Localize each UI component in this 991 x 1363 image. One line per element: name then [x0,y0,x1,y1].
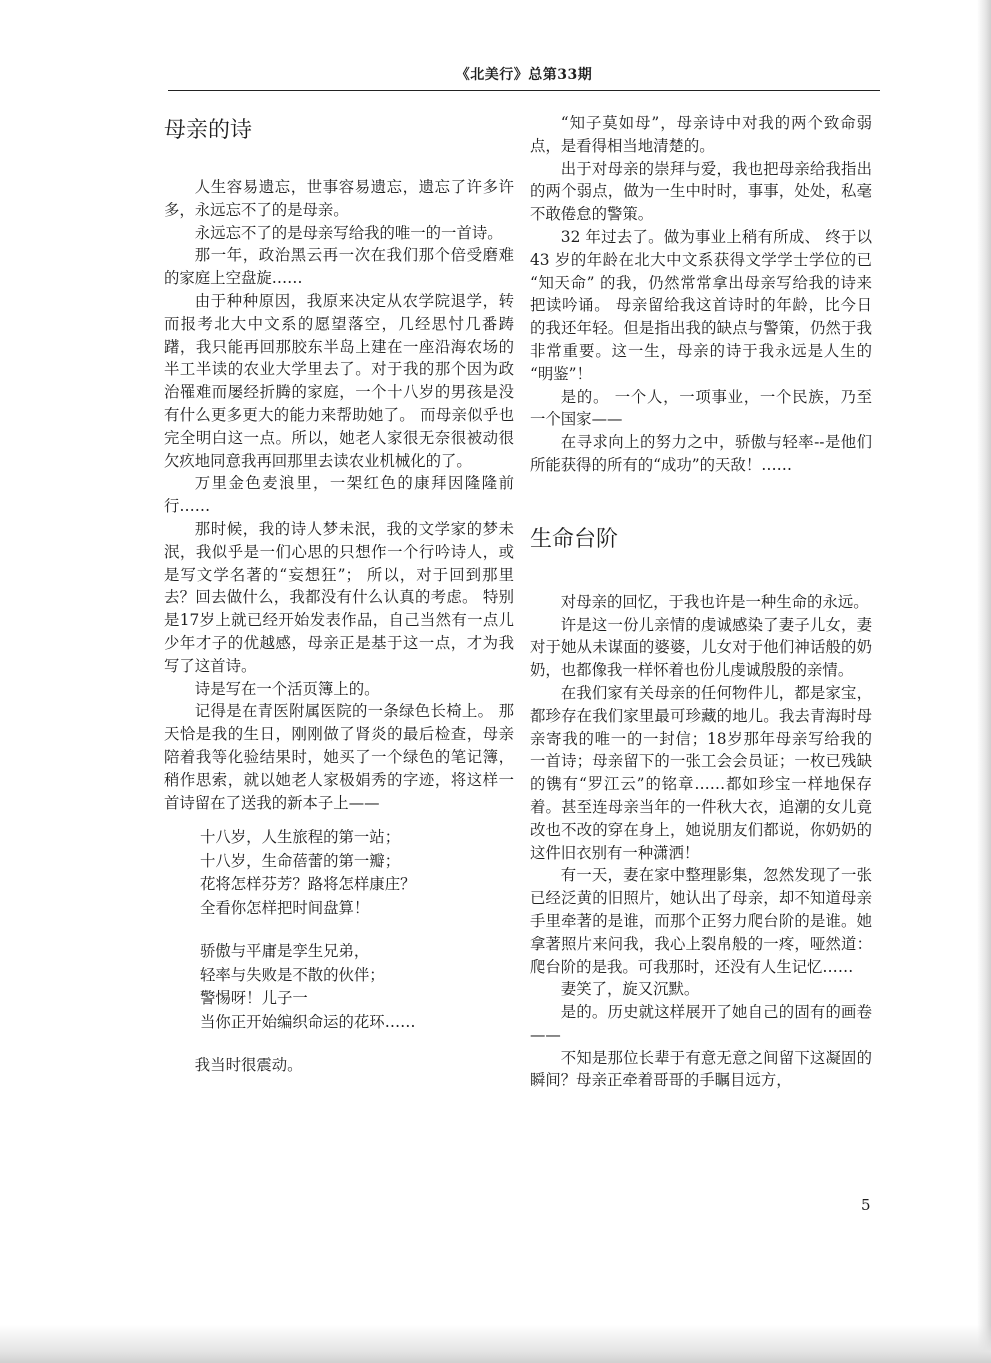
poem-line: 轻率与失败是不散的伙伴； [200,965,385,984]
scan-edge-bottom [0,1325,991,1363]
paragraph: 万里金色麦浪里，一架红色的康拜因隆隆前行…… [164,474,514,516]
poem-line: 十八岁，生命蓓蕾的第一瓣； [200,851,401,870]
poem-line: 警惕呀！儿子一 [200,989,308,1008]
paragraph: 记得是在青医附属医院的一条绿色长椅上。 那天恰是我的生日，刚刚做了肾炎的最后检查，母亲陪着我等化验结果时，她买了一个绿色的笔记簿，稍作思索，就以她老人家极娟秀的字迹，将这样一首诗留在了送我的新本子上—— [164,702,514,812]
paragraph: 出于对母亲的崇拜与爱，我也把母亲给我指出的两个弱点，做为一生中时时，事事，处处，私毫不敢倦怠的警策。 [530,159,872,224]
poem-line: 当你正开始编织命运的花环…… [200,1012,416,1031]
left-column [164,112,514,1077]
poem-line: 十八岁，人生旅程的第一站； [200,828,401,847]
poem-block [164,826,514,1034]
stanza-gap [164,920,514,940]
poem-line: 花将怎样芬芳？路将怎样康庄？ [200,875,416,894]
scan-edge-right [977,0,991,1363]
poem-line: 骄傲与平庸是孪生兄弟， [200,942,370,961]
paragraph: “知子莫如母”，母亲诗中对我的两个致命弱点，是看得相当地清楚的。 [530,114,872,155]
paragraph: 永远忘不了的是母亲写给我的唯一的一首诗。 [194,223,503,242]
paragraph: 妻笑了，旋又沉默。 [560,980,700,999]
journal-title: 《北美行》总第33期 [455,67,593,83]
closing-paragraph: 我当时很震动。 [194,1056,303,1075]
paragraph: 在我们家有关母亲的任何物件儿，都是家宝，都珍存在我们家里最可珍藏的地儿。我去青海时母亲寄我的唯一的一封信；18岁那年母亲写给我的一首诗；母亲留下的一张工会会员证；一枚已残缺的镌有“罗江云”的铭章……都如珍宝一样地保存着。甚至连母亲当年的一件秋大衣，追潮的女儿竟改也不改的穿在身上，她说朋友们都说，你奶奶的这件旧衣别有一种潇洒！ [530,683,872,862]
right-column [530,112,872,1092]
paragraph: 诗是写在一个活页簿上的。 [194,679,380,698]
paragraph: 许是这一份儿亲情的虔诚感染了妻子儿女，妻对于她从未谋面的婆婆，儿女对于他们神话般的奶奶，也都像我一样怀着也份儿虔诚殷殷的亲情。 [530,615,872,680]
paragraph: 不知是那位长辈于有意无意之间留下这凝固的瞬间？母亲正牵着哥哥的手瞩目远方， [530,1048,872,1090]
paragraph: 那一年，政治黑云再一次在我们那个倍受磨难的家庭上空盘旋…… [164,246,514,288]
paragraph: 那时候，我的诗人梦未泯，我的文学家的梦未泯，我似乎是一们心思的只想作一个行吟诗人，或是写文学名著的“妄想狂”； 所以，对于回到那里去？回去做什么，我都没有什么认真的考虑。 特别是17岁上就已经开始发表作品，自己当然有一点儿少年才子的优越感，母亲正是基于这一点，才为我写了这首诗。 [164,519,514,675]
page-number: 5 [861,1196,871,1214]
paragraph: 是的。历史就这样展开了她自己的固有的画卷—— [530,1003,872,1044]
article-title-life-steps: 生命台阶 [530,526,619,552]
running-header [168,56,880,91]
paragraph: 是的。 一个人，一项事业，一个民族，乃至一个国家—— [530,387,872,429]
poem-line: 全看你怎样把时间盘算！ [200,898,370,917]
paragraph: 由于种种原因，我原来决定从农学院退学，转而报考北大中文系的愿望落空，几经思忖几番踌躇，我只能再回那胶东半岛上建在一座沿海农场的半工半读的农业大学里去了。对于我的那个因为政治罹难而屡经折腾的家庭，一个十八岁的男孩是没有什么更多更大的能力来帮助她了。 而母亲似乎也完全明白这一点。所以，她老人家很无奈很被动很欠疚地同意我再回那里去读农业机械化的了。 [164,291,514,470]
paragraph: 32 年过去了。做为事业上稍有所成、 终于以 43 岁的年龄在北大中文系获得文学学士学位的已 “知天命” 的我，仍然常常拿出母亲写给我的诗来把读吟诵。 母亲留给我这首诗时的年龄，比今日的我还年轻。但是指出我的缺点与警策，仍然于我非常重要。这一生，母亲的诗于我永远是人生的 “明鉴”！ [530,227,872,383]
article-title-mothers-poem: 母亲的诗 [164,118,253,143]
paragraph: 有一天，妻在家中整理影集，忽然发现了一张已经泛黄的旧照片，她认出了母亲，却不知道母亲手里牵著的是谁，而那个正努力爬台阶的是谁。她拿著照片来问我，我心上裂帛般的一疼，哑然道：爬台阶的是我。可我那时，还没有人生记忆…… [530,866,872,976]
paragraph: 在寻求向上的努力之中，骄傲与轻率--是他们所能获得的所有的“成功”的天敌！…… [530,433,872,474]
paragraph: 对母亲的回忆，于我也许是一种生命的永远。 [560,592,869,611]
paragraph: 人生容易遗忘，世事容易遗忘，遗忘了许多许多，永远忘不了的是母亲。 [164,178,514,219]
